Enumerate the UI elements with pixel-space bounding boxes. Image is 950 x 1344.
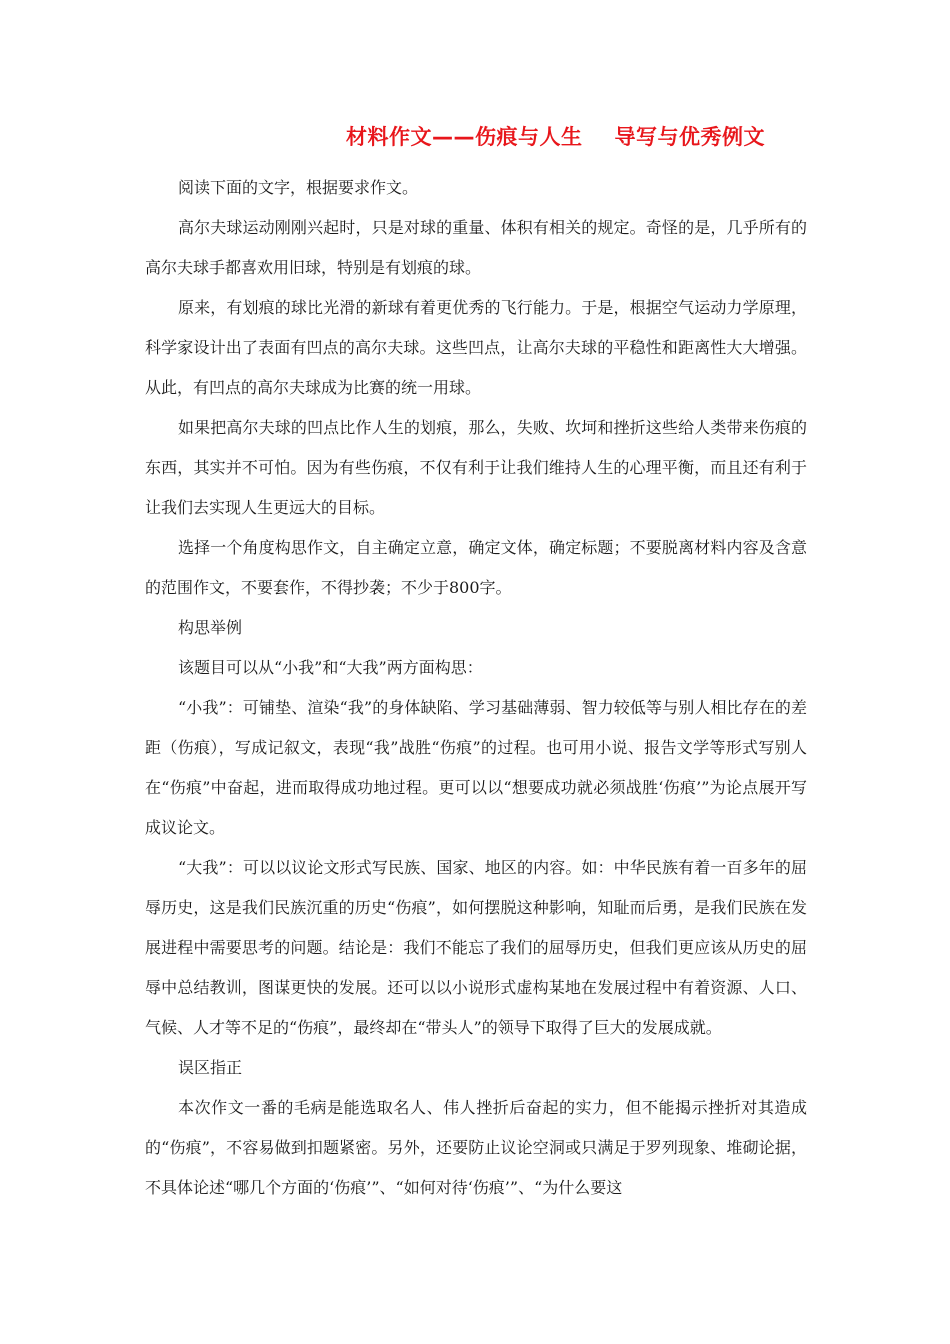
document-body <box>145 168 807 1208</box>
section-heading-ideas: 构思举例 <box>178 618 243 637</box>
section-heading-mistakes: 误区指正 <box>178 1058 243 1077</box>
paragraph-mistakes: 本次作文一番的毛病是能选取名人、伟人挫折后奋起的实力，但不能揭示挫折对其造成的“伤痕”，不容易做到扣题紧密。另外，还要防止议论空洞或只满足于罗列现象、堆砌论据，不具体论述“哪几个方面的‘伤痕’”、“如何对待‘伤痕’”、“为什么要这 <box>145 1098 807 1197</box>
title-main: 材料作文——伤痕与人生 <box>346 125 583 149</box>
paragraph-small-self: “小我”：可铺垫、渲染“我”的身体缺陷、学习基础薄弱、智力较低等与别人相比存在的差距（伤痕），写成记叙文，表现“我”战胜“伤痕”的过程。也可用小说、报告文学等形式写别人在“伤痕”中奋起，进而取得成功地过程。更可以以“想要成功就必须战胜‘伤痕’”为论点展开写成议论文。 <box>145 698 807 837</box>
paragraph-material-1: 高尔夫球运动刚刚兴起时，只是对球的重量、体积有相关的规定。奇怪的是，几乎所有的高尔夫球手都喜欢用旧球，特别是有划痕的球。 <box>145 218 807 277</box>
document-title <box>346 121 765 151</box>
paragraph-ideas-intro: 该题目可以从“小我”和“大我”两方面构思： <box>178 658 483 677</box>
paragraph-instruction: 阅读下面的文字，根据要求作文。 <box>178 178 419 197</box>
title-sub: 导写与优秀例文 <box>614 125 765 149</box>
paragraph-material-3: 如果把高尔夫球的凹点比作人生的划痕，那么，失败、坎坷和挫折这些给人类带来伤痕的东西，其实并不可怕。因为有些伤痕，不仅有利于让我们维持人生的心理平衡，而且还有利于让我们去实现人生更远大的目标。 <box>145 418 807 517</box>
paragraph-requirements: 选择一个角度构思作文，自主确定立意，确定文体，确定标题；不要脱离材料内容及含意的范围作文，不要套作，不得抄袭；不少于800字。 <box>145 538 807 597</box>
paragraph-material-2: 原来，有划痕的球比光滑的新球有着更优秀的飞行能力。于是，根据空气运动力学原理，科学家设计出了表面有凹点的高尔夫球。这些凹点，让高尔夫球的平稳性和距离性大大增强。从此，有凹点的高尔夫球成为比赛的统一用球。 <box>145 298 807 397</box>
paragraph-big-self: “大我”：可以以议论文形式写民族、国家、地区的内容。如：中华民族有着一百多年的屈辱历史，这是我们民族沉重的历史“伤痕”，如何摆脱这种影响，知耻而后勇，是我们民族在发展进程中需要思考的问题。结论是：我们不能忘了我们的屈辱历史，但我们更应该从历史的屈辱中总结教训，图谋更快的发展。还可以以小说形式虚构某地在发展过程中有着资源、人口、气候、人才等不足的“伤痕”，最终却在“带头人”的领导下取得了巨大的发展成就。 <box>145 858 807 1037</box>
